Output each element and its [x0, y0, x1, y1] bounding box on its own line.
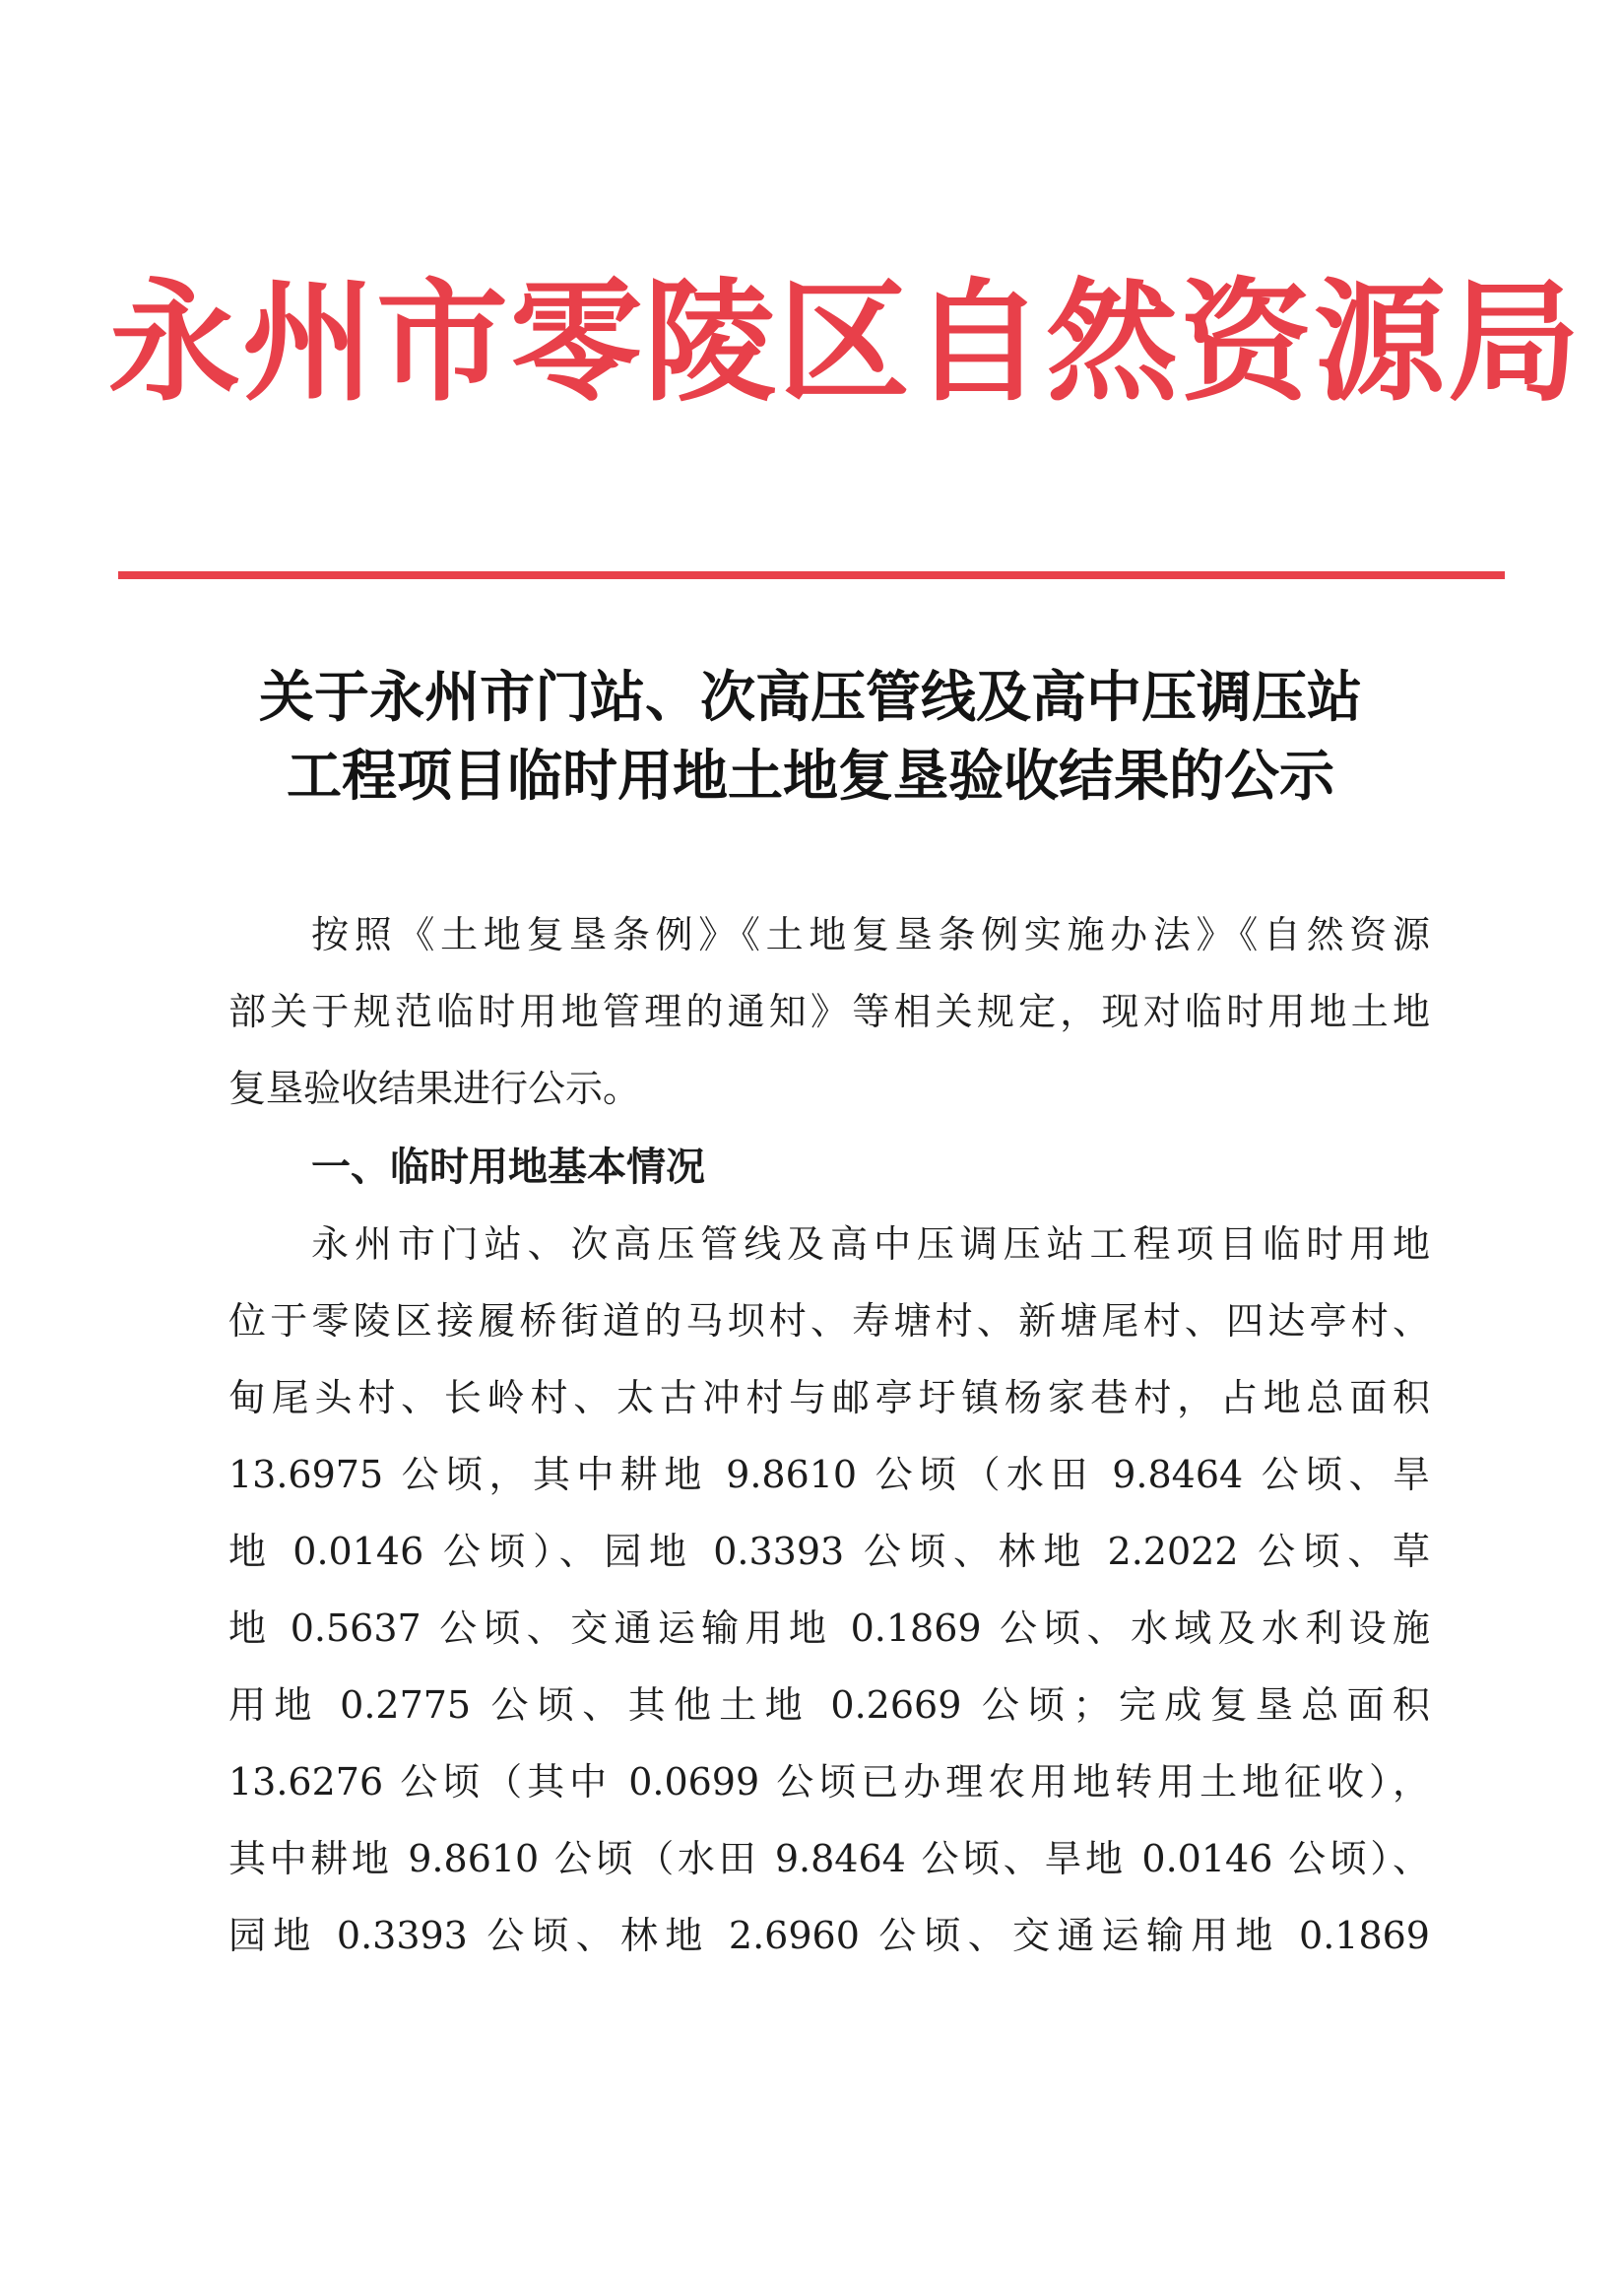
paragraph-line: 地 0.5637 公顷、交通运输用地 0.1869 公顷、水域及水利设施 [228, 1607, 1430, 1650]
section-1-paragraph [228, 1206, 1430, 1974]
paragraph-line: 其中耕地 9.8610 公顷（水田 9.8464 公顷、旱地 0.0146 公顷）、 [228, 1837, 1430, 1880]
paragraph-line: 永州市门站、次高压管线及高中压调压站工程项目临时用地 [311, 1222, 1430, 1266]
intro-paragraph [228, 896, 1430, 1127]
paragraph-line: 园地 0.3393 公顷、林地 2.6960 公顷、交通运输用地 0.1869 [228, 1914, 1430, 1957]
paragraph-line: 部关于规范临时用地管理的通知》等相关规定，现对临时用地土地 [228, 990, 1430, 1033]
paragraph-line: 位于零陵区接履桥街道的马坝村、寿塘村、新塘尾村、四达亭村、 [228, 1299, 1430, 1343]
paragraph-line: 13.6975 公顷，其中耕地 9.8610 公顷（水田 9.8464 公顷、旱 [228, 1453, 1430, 1496]
document-title-line: 关于永州市门站、次高压管线及高中压调压站 [259, 665, 1362, 730]
header-red-divider [118, 571, 1505, 579]
paragraph-line: 复垦验收结果进行公示。 [228, 1067, 641, 1110]
paragraph-line: 按照《土地复垦条例》《土地复垦条例实施办法》《自然资源 [311, 913, 1430, 956]
paragraph-line: 用地 0.2775 公顷、其他土地 0.2669 公顷；完成复垦总面积 [228, 1683, 1430, 1727]
document-title [158, 658, 1463, 816]
paragraph-line: 地 0.0146 公顷）、园地 0.3393 公顷、林地 2.2022 公顷、草 [228, 1530, 1430, 1573]
section-heading: 一、临时用地基本情况 [311, 1145, 705, 1190]
issuing-organization-header: 永州市零陵区自然资源局 [108, 264, 1583, 420]
paragraph-line: 甸尾头村、长岭村、太古冲村与邮亭圩镇杨家巷村，占地总面积 [228, 1376, 1430, 1419]
paragraph-line: 13.6276 公顷（其中 0.0699 公顷已办理农用地转用土地征收）， [228, 1760, 1430, 1804]
document-title-line: 工程项目临时用地土地复垦验收结果的公示 [287, 744, 1334, 809]
